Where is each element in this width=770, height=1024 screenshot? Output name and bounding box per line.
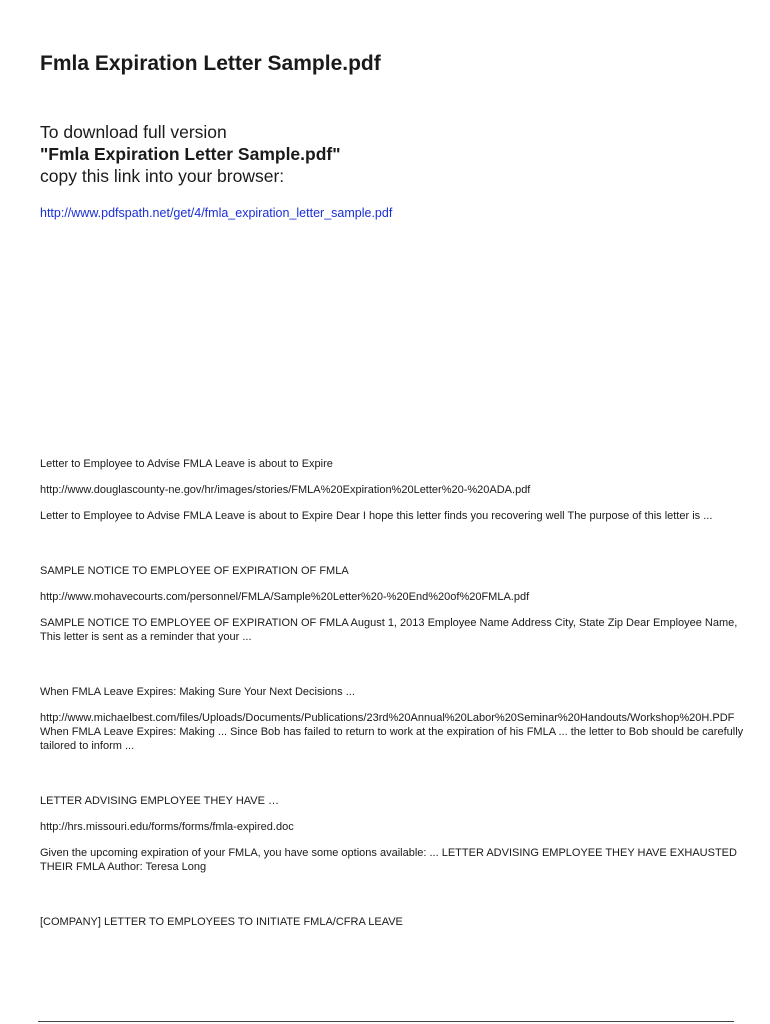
result-url[interactable]: http://hrs.missouri.edu/forms/forms/fmla-expired.doc [40, 821, 294, 833]
result-snippet: Letter to Employee to Advise FMLA Leave is about to Expire Dear I hope this letter finds you recovering well The purpose of this letter is ... [40, 510, 713, 522]
result-url[interactable]: http://www.douglascounty-ne.gov/hr/images/stories/FMLA%20Expiration%20Letter%20-%20ADA.pdf [40, 484, 531, 496]
download-file-name: "Fmla Expiration Letter Sample.pdf" [40, 144, 341, 164]
result-item [40, 794, 748, 874]
search-results [40, 457, 748, 970]
download-instruction: copy this link into your browser: [40, 166, 285, 186]
result-title: [COMPANY] LETTER TO EMPLOYEES TO INITIATE FMLA/CFRA LEAVE [40, 916, 403, 928]
footer-divider [38, 1021, 734, 1022]
download-link[interactable]: http://www.pdfspath.net/get/4/fmla_expiration_letter_sample.pdf [40, 206, 393, 220]
result-snippet: Given the upcoming expiration of your FMLA, you have some options available: ... LETTER ADVISING EMPLOYEE THEY HAVE EXHAUSTED THEIR FMLA Author: Teresa Long [40, 847, 737, 873]
download-instructions [40, 121, 341, 187]
result-url[interactable]: http://www.mohavecourts.com/personnel/FMLA/Sample%20Letter%20-%20End%20of%20FMLA.pdf [40, 591, 530, 603]
result-snippet: When FMLA Leave Expires: Making ... Since Bob has failed to return to work at the expiration of his FMLA ... the letter to Bob should be carefully tailored to inform ... [40, 726, 744, 752]
document-title: Fmla Expiration Letter Sample.pdf [40, 52, 381, 75]
result-title: When FMLA Leave Expires: Making Sure Your Next Decisions ... [40, 686, 355, 698]
download-intro: To download full version [40, 122, 227, 142]
result-title: LETTER ADVISING EMPLOYEE THEY HAVE … [40, 795, 280, 807]
result-item [40, 564, 748, 644]
result-url[interactable]: http://www.michaelbest.com/files/Uploads/Documents/Publications/23rd%20Annual%20Labor%20Seminar%20Handouts/Workshop%20H.PDF [40, 712, 735, 724]
result-snippet: SAMPLE NOTICE TO EMPLOYEE OF EXPIRATION OF FMLA August 1, 2013 Employee Name Address City, State Zip Dear Employee Name, This letter is sent as a reminder that your ... [40, 617, 738, 643]
result-item [40, 685, 748, 753]
result-title: Letter to Employee to Advise FMLA Leave is about to Expire [40, 458, 333, 470]
result-item [40, 915, 748, 929]
result-title: SAMPLE NOTICE TO EMPLOYEE OF EXPIRATION OF FMLA [40, 565, 349, 577]
result-item [40, 457, 748, 523]
